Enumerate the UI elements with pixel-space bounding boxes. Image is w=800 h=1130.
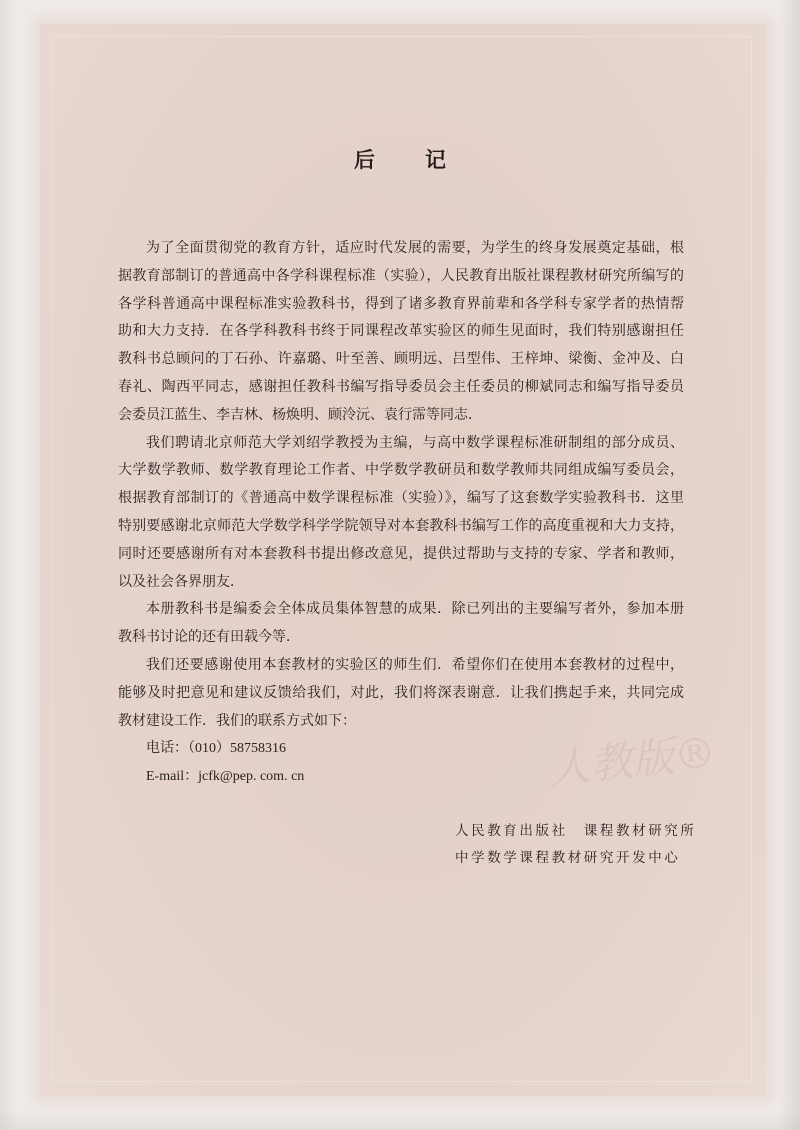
text-line: 会委员江蓝生、李吉林、杨焕明、顾泠沅、袁行霈等同志． [118, 406, 482, 423]
text-line: 以及社会各界朋友． [118, 573, 244, 590]
page-title: 后记 [354, 147, 496, 172]
text-line: 各学科普通高中课程标准实验教科书，得到了诸多教育界前辈和各学科专家学者的热情帮 [118, 295, 684, 312]
text-line: 我们还要感谢使用本套教材的实验区的师生们．希望你们在使用本套教材的过程中， [146, 656, 684, 673]
text-line: 为了全面贯彻党的教育方针，适应时代发展的需要，为学生的终身发展奠定基础，根 [146, 240, 684, 256]
signature-line-center: 中学数学课程教材研究开发中心 [455, 850, 681, 866]
paragraph [118, 596, 684, 652]
text-line: 教科书总顾问的丁石孙、许嘉璐、叶至善、顾明远、吕型伟、王梓坤、梁衡、金冲及、白 [118, 351, 684, 368]
text-line: 春礼、陶西平同志，感谢担任教科书编写指导委员会主任委员的柳斌同志和编写指导委员 [118, 378, 684, 395]
email-line: E-mail：jcfk@pep. com. cn [146, 769, 305, 785]
text-line: 我们聘请北京师范大学刘绍学教授为主编，与高中数学课程标准研制组的部分成员、 [146, 434, 684, 451]
text-line: 同时还要感谢所有对本套教科书提出修改意见，提供过帮助与支持的专家、学者和教师， [118, 545, 684, 562]
paragraph [118, 430, 684, 597]
text-line: 教科书讨论的还有田载今等． [118, 629, 300, 646]
paragraph [118, 652, 684, 735]
text-line: 特别要感谢北京师范大学数学科学学院领导对本套教科书编写工作的高度重视和大力支持， [118, 517, 684, 534]
paragraph [118, 235, 684, 430]
signature [455, 818, 755, 872]
text-line: 据教育部制订的普通高中各学科课程标准（实验），人民教育出版社课程教材研究所编写的 [118, 267, 684, 284]
text-line: 大学数学教师、数学教育理论工作者、中学数学教研员和数学教师共同组成编写委员会， [118, 462, 684, 479]
text-line: 本册教科书是编委会全体成员集体智慧的成果．除已列出的主要编写者外，参加本册 [146, 601, 684, 618]
publisher-watermark: 人教版® [546, 727, 719, 794]
paragraphs [118, 235, 684, 735]
signature-line-publisher: 人民教育出版社 课程教材研究所 [455, 823, 697, 839]
body-text [118, 235, 684, 791]
text-line: 助和大力支持．在各学科教科书终于同课程改革实验区的师生见面时，我们特别感谢担任 [118, 323, 684, 340]
text-line: 能够及时把意见和建议反馈给我们，对此，我们将深表谢意．让我们携起手来，共同完成 [118, 684, 684, 701]
text-line: 根据教育部制订的《普通高中数学课程标准（实验）》，编写了这套数学实验教科书．这里 [118, 490, 684, 507]
text-line: 教材建设工作．我们的联系方式如下： [118, 712, 356, 729]
phone-line: 电话：（010）58758316 [146, 741, 286, 757]
